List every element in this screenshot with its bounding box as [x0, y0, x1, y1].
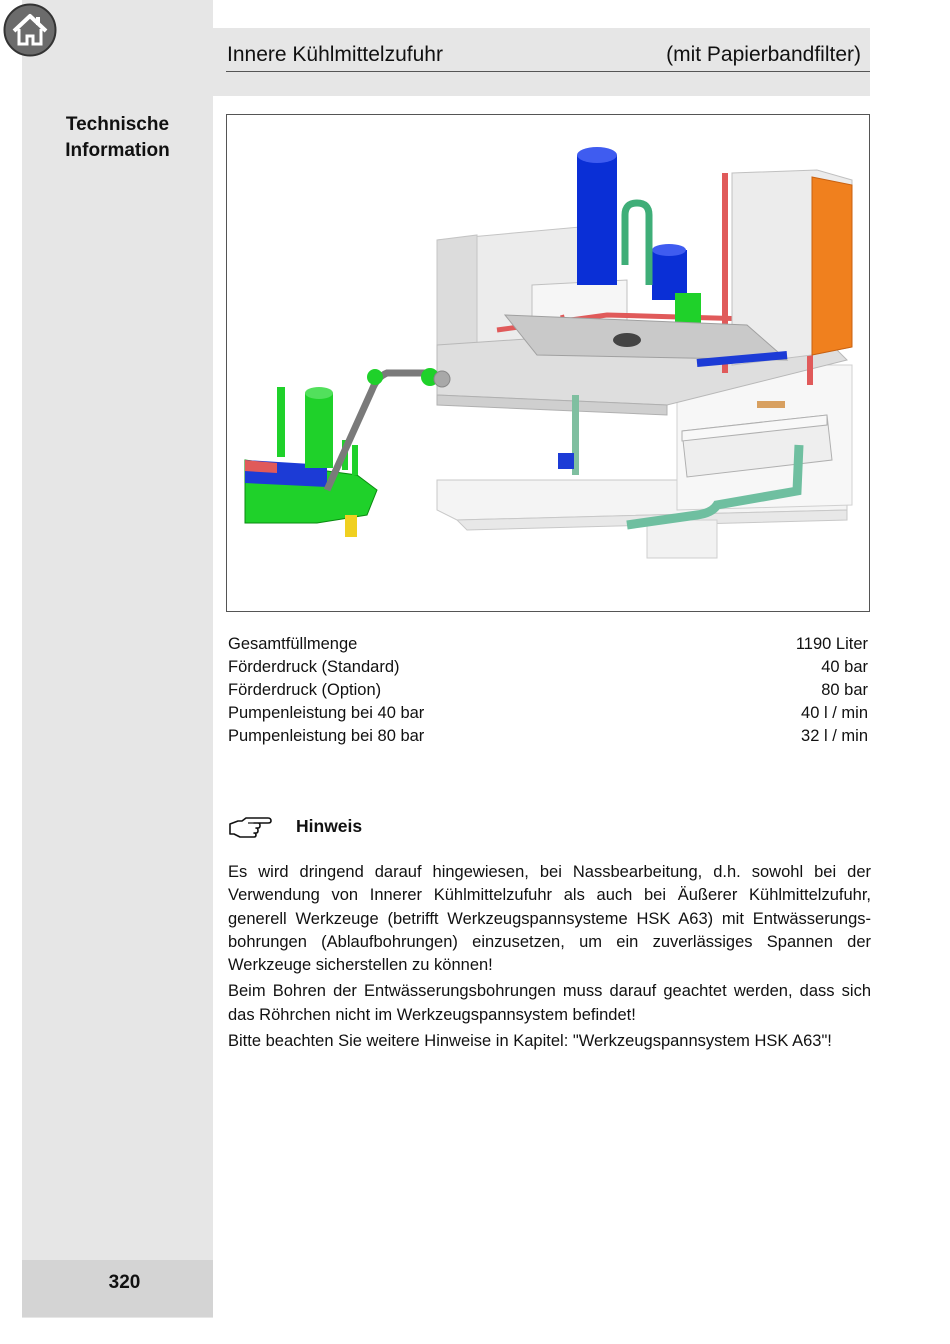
spec-row — [228, 679, 868, 702]
home-icon — [3, 3, 57, 57]
spec-table — [228, 633, 868, 748]
pointing-hand-icon — [228, 815, 272, 839]
sidebar — [22, 0, 213, 1318]
title-divider — [226, 71, 870, 72]
page-number: 320 — [108, 1272, 141, 1293]
page-title: Innere Kühlmittelzufuhr — [227, 43, 443, 66]
hint-title: Hinweis — [296, 816, 363, 836]
spec-value: 32 l / min — [801, 727, 868, 745]
spec-value: 80 bar — [821, 681, 868, 699]
page-subtitle: (mit Papierbandfilter) — [666, 43, 861, 66]
section-label — [22, 112, 213, 164]
spec-value: 40 bar — [821, 658, 868, 676]
hint-paragraph: Es wird dringend darauf hingewiesen, bei Nassbearbeitung, d.h. sowohl bei der Verwendung von Innerer Kühlmittelzufuhr als auch bei Äußerer Kühlmittelzufuhr, generell Werkzeuge (betrifft Werkzeugspannsysteme HSK A63) mit Entwässerungs-bohrungen (Ablaufbohrungen) einzusetzen, um ein zuverlässiges Spannen der Werkzeuge sicherstellen zu können! — [228, 863, 871, 975]
spec-label: Pumpenleistung bei 40 bar — [228, 704, 425, 722]
spec-label: Förderdruck (Option) — [228, 681, 382, 699]
coolant-system-illustration — [226, 114, 870, 612]
coolant-system-drawing — [227, 115, 869, 611]
hint-body — [228, 861, 871, 1056]
hint-paragraph: Beim Bohren der Entwässerungsbohrungen muss darauf geachtet werden, dass sich das Röhrchen nicht im Werkzeugspannsystem befindet! — [228, 982, 871, 1024]
spec-row — [228, 725, 868, 748]
hint-paragraph: Bitte beachten Sie weitere Hinweise in Kapitel: "Werkzeugspannsystem HSK A63"! — [228, 1032, 832, 1051]
spec-row — [228, 656, 868, 679]
spec-label: Gesamtfüllmenge — [228, 635, 358, 653]
spec-row — [228, 633, 868, 656]
spec-value: 40 l / min — [801, 704, 868, 722]
spec-label: Förderdruck (Standard) — [228, 658, 400, 676]
spec-value: 1190 Liter — [795, 635, 868, 653]
home-button[interactable] — [3, 3, 57, 57]
section-label-line2: Information — [65, 140, 170, 161]
section-label-line1: Technische — [65, 114, 170, 135]
spec-label: Pumpenleistung bei 80 bar — [228, 727, 425, 745]
spec-row — [228, 702, 868, 725]
